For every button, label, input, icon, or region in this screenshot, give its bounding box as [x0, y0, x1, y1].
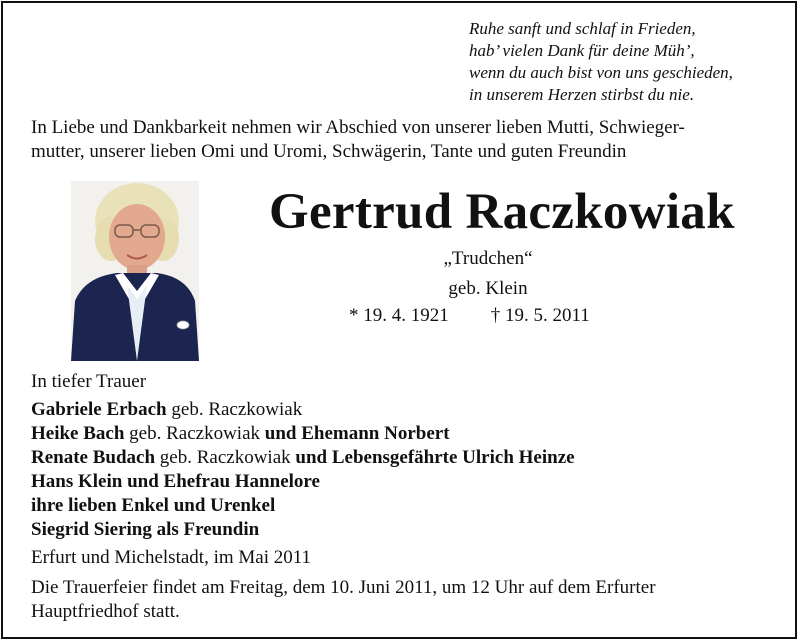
list-item: [31, 398, 731, 422]
mourner-partner: und Lebensgefährte Ulrich Heinze: [295, 447, 575, 468]
mourning-label: In tiefer Trauer: [31, 371, 147, 392]
birth-name: geb. Klein: [448, 278, 528, 299]
place-date: Erfurt und Michelstadt, im Mai 2011: [31, 547, 312, 568]
portrait-illustration: [71, 181, 199, 361]
mourner-detail: geb. Raczkowiak: [124, 423, 265, 444]
portrait-photo: [71, 181, 199, 361]
death-date: † 19. 5. 2011: [490, 305, 590, 326]
intro-text: [31, 116, 791, 164]
intro-line: mutter, unserer lieben Omi und Uromi, Schwägerin, Tante und guten Freundin: [31, 141, 627, 162]
mourner-name: Hans Klein und Ehefrau Hannelore: [31, 471, 320, 492]
poem-line: in unserem Herzen stirbst du nie.: [469, 85, 695, 104]
life-dates: [349, 304, 649, 328]
poem-line: Ruhe sanft und schlaf in Frieden,: [469, 19, 696, 38]
funeral-info: [31, 576, 791, 624]
obituary-notice: [1, 1, 797, 639]
poem-line: wenn du auch bist von uns geschieden,: [469, 63, 733, 82]
mourner-name: Renate Budach: [31, 447, 156, 468]
list-item: [31, 518, 731, 542]
intro-line: In Liebe und Dankbarkeit nehmen wir Abschied von unserer lieben Mutti, Schwieger-: [31, 117, 685, 138]
poem: [469, 18, 789, 106]
mourner-name: Gabriele Erbach: [31, 399, 167, 420]
funeral-line: Die Trauerfeier findet am Freitag, dem 10. Juni 2011, um 12 Uhr auf dem Erfurter: [31, 577, 656, 598]
list-item: [31, 494, 731, 518]
mourner-name: ihre lieben Enkel und Urenkel: [31, 495, 276, 516]
deceased-name: Gertrud Raczkowiak: [269, 184, 735, 240]
list-item: [31, 446, 731, 470]
mourner-name: Heike Bach: [31, 423, 125, 444]
birth-date: * 19. 4. 1921: [349, 305, 449, 326]
mourner-detail: geb. Raczkowiak: [155, 447, 296, 468]
mourner-name: Siegrid Siering als Freundin: [31, 519, 260, 540]
poem-line: hab’ vielen Dank für deine Müh’,: [469, 41, 695, 60]
list-item: [31, 422, 731, 446]
list-item: [31, 470, 731, 494]
funeral-line: Hauptfriedhof statt.: [31, 601, 180, 622]
family-list: [31, 398, 731, 542]
mourner-detail: geb. Raczkowiak: [166, 399, 303, 420]
nickname: „Trudchen“: [443, 248, 533, 269]
mourner-partner: und Ehemann Norbert: [264, 423, 450, 444]
